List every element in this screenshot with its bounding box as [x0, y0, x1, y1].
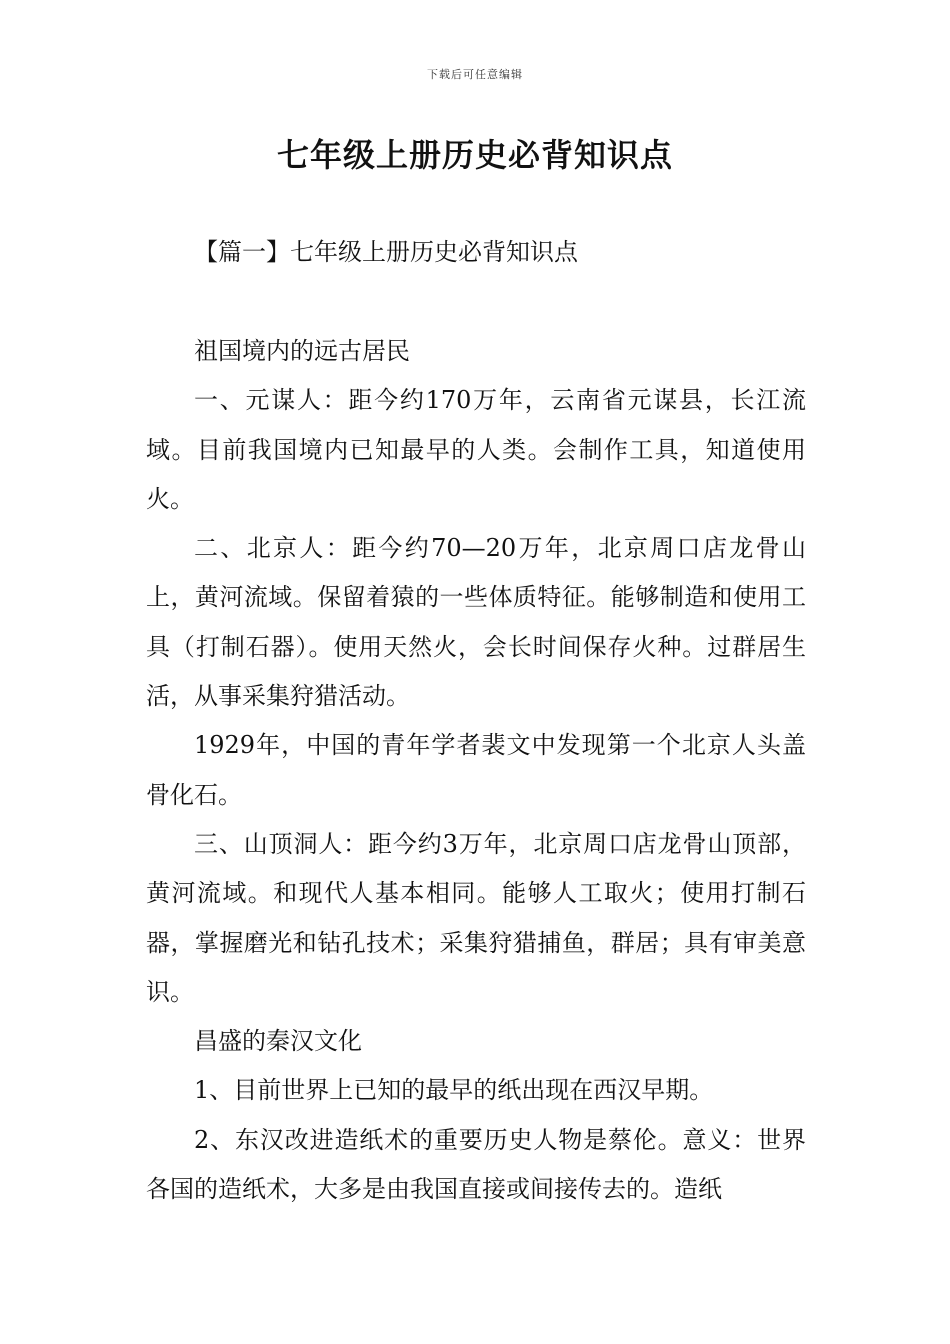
paragraph: 祖国境内的远古居民 — [194, 337, 410, 365]
paragraph: 昌盛的秦汉文化 — [194, 1027, 362, 1056]
paragraph: 二、北京人：距今约70—20万年，北京周口店龙骨山上，黄河流域。保留着猿的一些体质特征。能够制造和使用工具（打制石器）。使用天然火，会长时间保存火种。过群居生活，从事采集狩猎活动。 — [146, 534, 806, 711]
paragraph: 一、元谋人：距今约170万年，云南省元谋县，长江流域。目前我国境内已知最早的人类。会制作工具，知道使用火。 — [146, 386, 806, 513]
section-heading: 【篇一】七年级上册历史必背知识点 — [194, 238, 578, 266]
paragraph: 1、目前世界上已知的最早的纸出现在西汉早期。 — [194, 1076, 714, 1105]
paragraph: 1929年，中国的青年学者裴文中发现第一个北京人头盖骨化石。 — [146, 731, 806, 809]
paragraph: 三、山顶洞人：距今约3万年，北京周口店龙骨山顶部，黄河流域。和现代人基本相同。能够人工取火；使用打制石器，掌握磨光和钻孔技术；采集狩猎捕鱼，群居；具有审美意识。 — [146, 829, 806, 1006]
header-note: 下载后可任意编辑 — [427, 68, 523, 81]
body-text — [146, 327, 806, 1214]
document-title: 七年级上册历史必背知识点 — [276, 136, 673, 174]
paragraph: 2、东汉改进造纸术的重要历史人物是蔡伦。意义：世界各国的造纸术，大多是由我国直接或间接传去的。造纸 — [146, 1125, 806, 1204]
